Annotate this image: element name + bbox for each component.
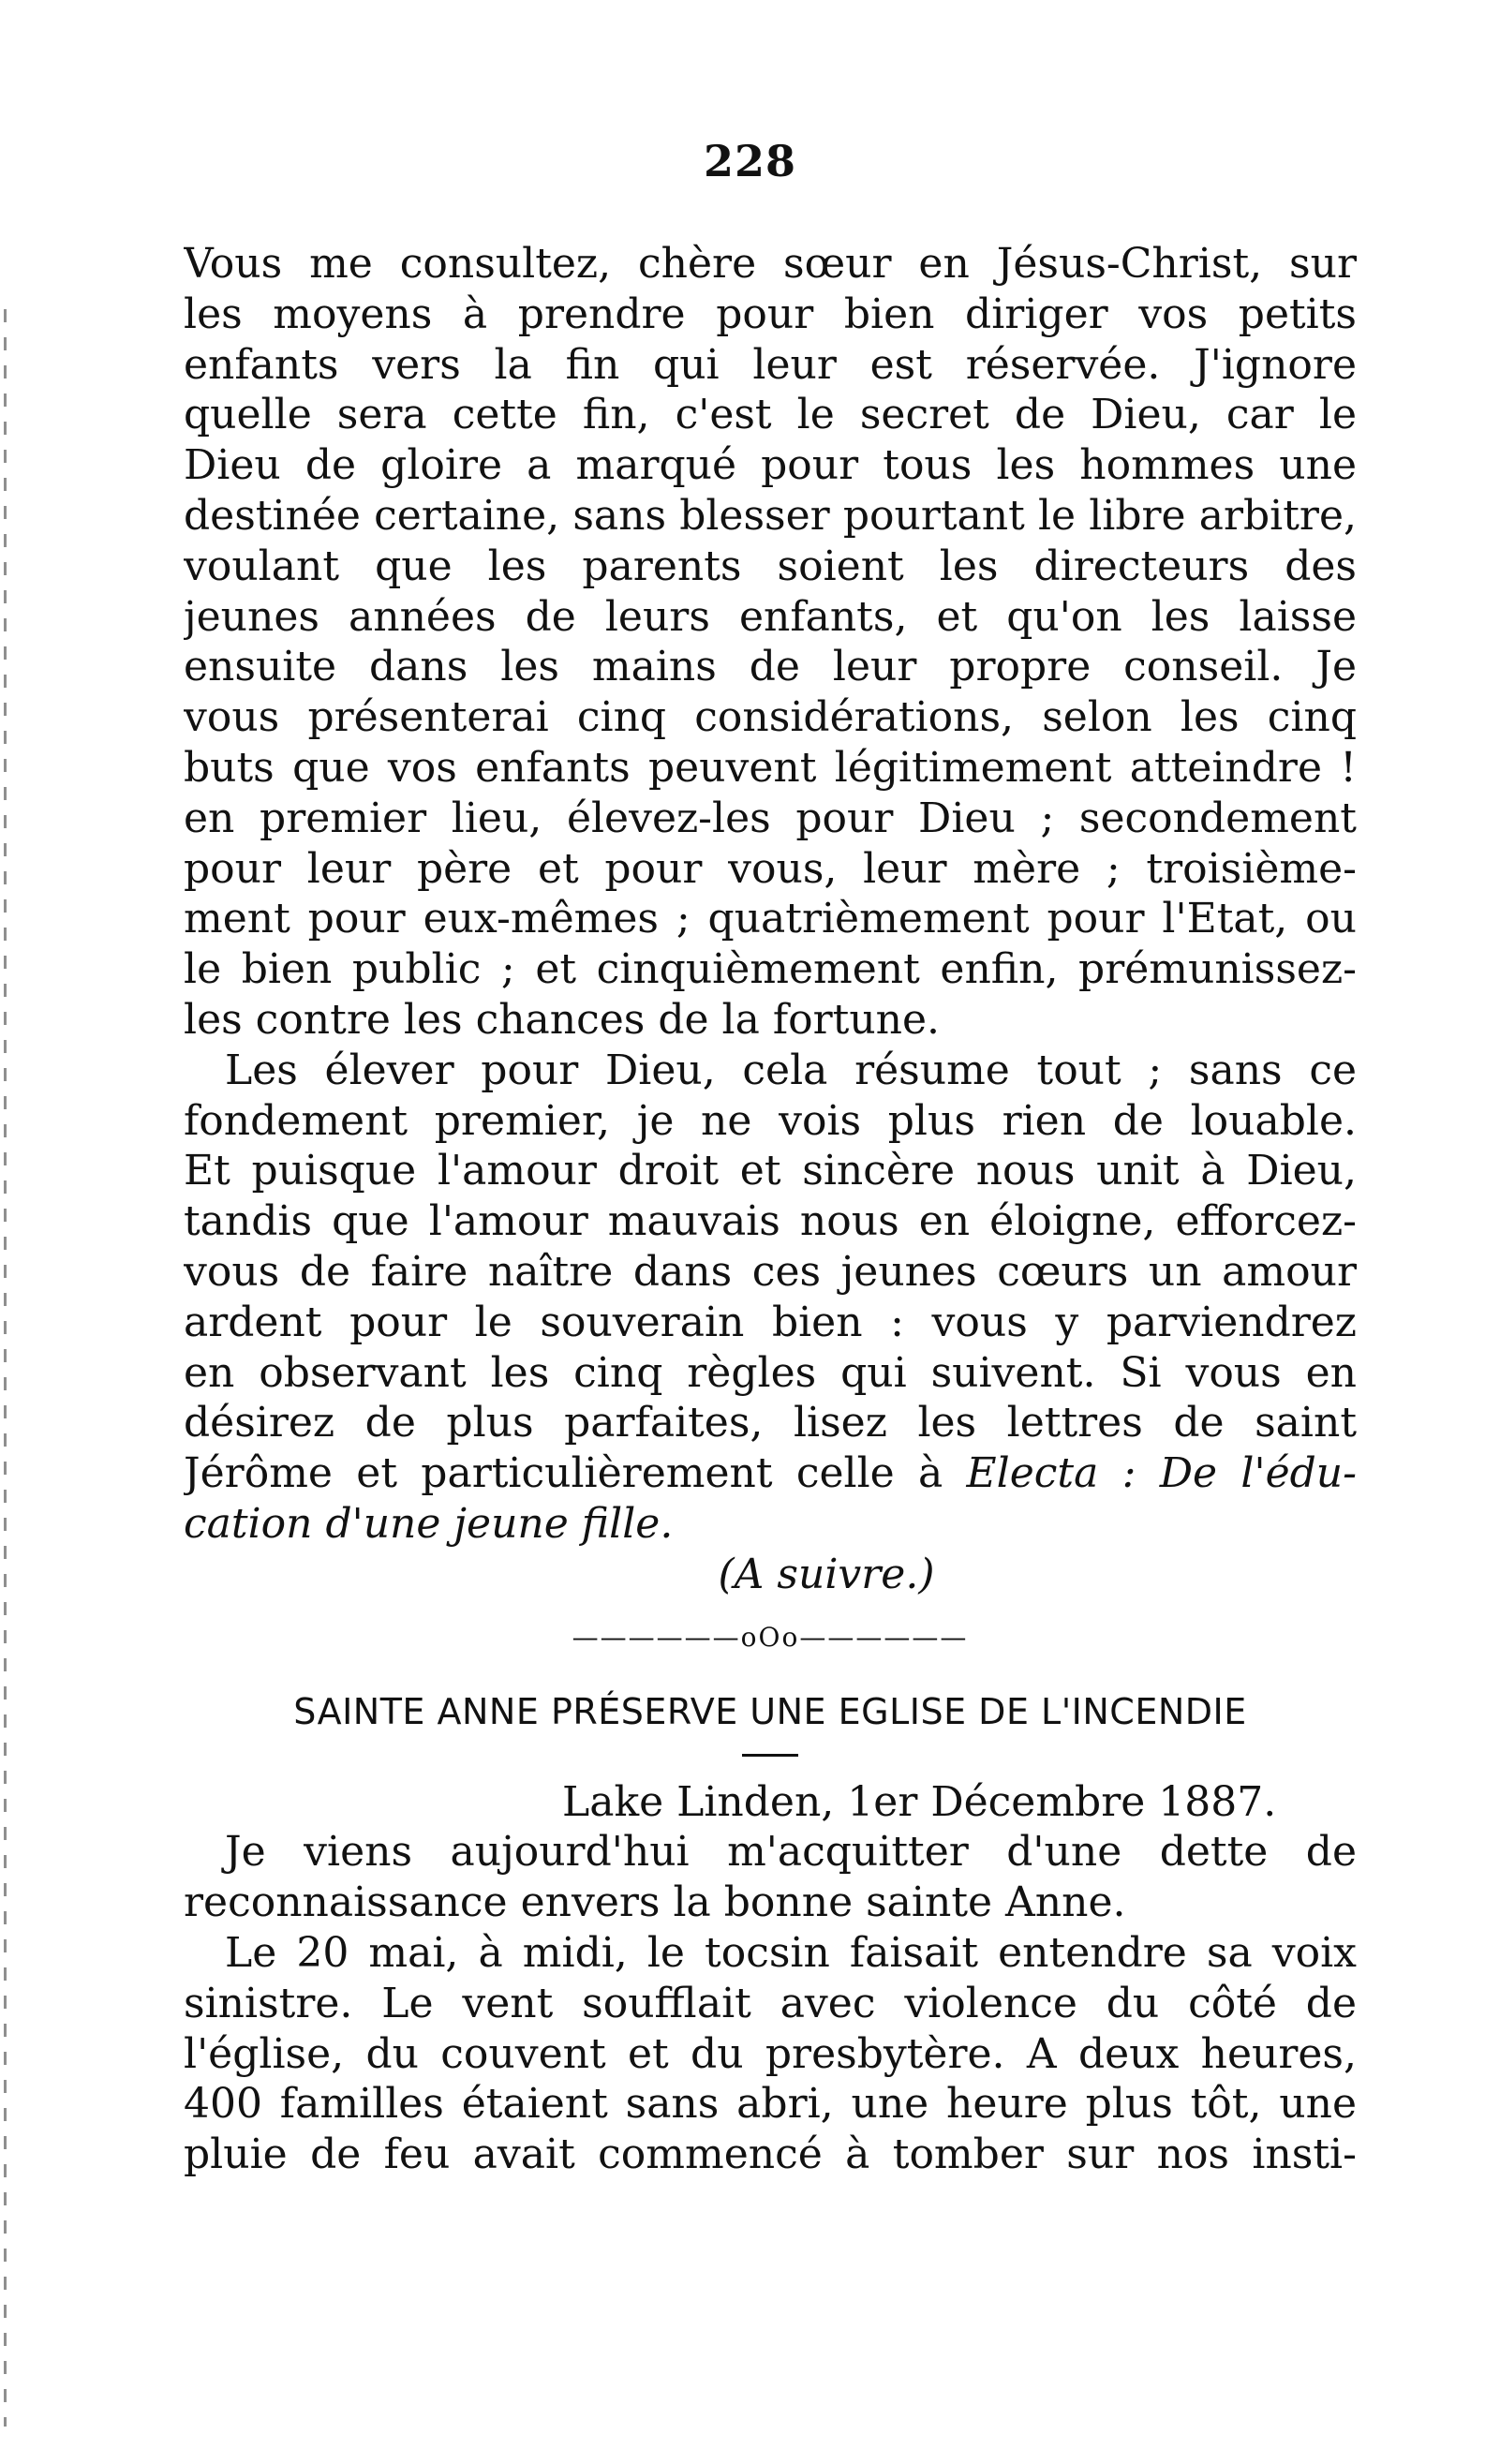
text-line: ment pour eux-mêmes ; quatrièmement pour l'Etat, ou	[184, 895, 1357, 943]
text-line: les contre les chances de la fortune.	[184, 995, 941, 1044]
section-title: SAINTE ANNE PRÉSERVE UNE EGLISE DE L'INCENDIE	[293, 1690, 1247, 1732]
text-line: sinistre. Le vent soufflait avec violence du côté de	[184, 1979, 1357, 2027]
page-edge-shadow	[4, 309, 7, 2427]
text-line: le bien public ; et cinquièmement enfin, prémunissez-	[184, 945, 1357, 994]
text-line: Vous me consultez, chère sœur en Jésus-Christ, sur	[184, 240, 1357, 288]
section-ornament: ——————oOo——————	[572, 1621, 969, 1653]
dateline: Lake Linden, 1er Décembre 1887.	[562, 1777, 1277, 1826]
text-line: ensuite dans les mains de leur propre conseil. Je	[184, 643, 1357, 691]
text-line: destinée certaine, sans blesser pourtant le libre arbitre,	[184, 491, 1357, 540]
italic-reference: cation d'une jeune fille.	[184, 1499, 674, 1548]
to-follow-note: (A suivre.)	[718, 1550, 935, 1598]
title-dash	[742, 1754, 798, 1757]
text-line: Et puisque l'amour droit et sincère nous unit à Dieu,	[184, 1147, 1357, 1195]
text-line: Dieu de gloire a marqué pour tous les hommes une	[184, 441, 1357, 490]
text-line: Le 20 mai, à midi, le tocsin faisait entendre sa voix	[225, 1928, 1357, 1977]
text-line: Je viens aujourd'hui m'acquitter d'une dette de	[225, 1828, 1357, 1877]
text-line: pour leur père et pour vous, leur mère ; troisième-	[184, 844, 1357, 893]
text-line: ardent pour le souverain bien : vous y parviendrez	[184, 1298, 1357, 1346]
text-line	[184, 1499, 1357, 1550]
text-line	[184, 1448, 1357, 1499]
text-line: quelle sera cette fin, c'est le secret de Dieu, car le	[184, 391, 1357, 439]
text-line: 400 familles étaient sans abri, une heure plus tôt, une	[184, 2080, 1357, 2129]
text-line: voulant que les parents soient les directeurs des	[184, 542, 1357, 590]
text-line: l'église, du couvent et du presbytère. A deux heures,	[184, 2029, 1357, 2078]
text-run: Jérôme et particulièrement celle à	[184, 1449, 967, 1498]
text-line: vous présenterai cinq considérations, selon les cinq	[184, 693, 1357, 742]
text-line: buts que vos enfants peuvent légitimement atteindre !	[184, 743, 1357, 792]
text-line: pluie de feu avait commencé à tomber sur nos insti-	[184, 2130, 1357, 2179]
text-line: en observant les cinq règles qui suivent. Si vous en	[184, 1348, 1357, 1397]
text-line: fondement premier, je ne vois plus rien de louable.	[184, 1096, 1357, 1145]
text-line: tandis que l'amour mauvais nous en éloigne, efforcez-	[184, 1197, 1357, 1246]
text-line: les moyens à prendre pour bien diriger vos petits	[184, 289, 1357, 338]
italic-reference: Electa : De l'édu-	[966, 1449, 1357, 1498]
text-line: désirez de plus parfaites, lisez les lettres de saint	[184, 1399, 1357, 1447]
text-block	[184, 239, 1357, 2180]
text-line: en premier lieu, élevez-les pour Dieu ; secondement	[184, 794, 1357, 842]
text-line: Les élever pour Dieu, cela résume tout ; sans ce	[225, 1046, 1357, 1094]
text-line: jeunes années de leurs enfants, et qu'on les laisse	[184, 592, 1357, 641]
text-line: reconnaissance envers la bonne sainte Anne.	[184, 1878, 1126, 1927]
text-line: enfants vers la fin qui leur est réservée. J'ignore	[184, 340, 1357, 389]
text-line: vous de faire naître dans ces jeunes cœurs un amour	[184, 1247, 1357, 1296]
page-number: 228	[703, 136, 797, 186]
